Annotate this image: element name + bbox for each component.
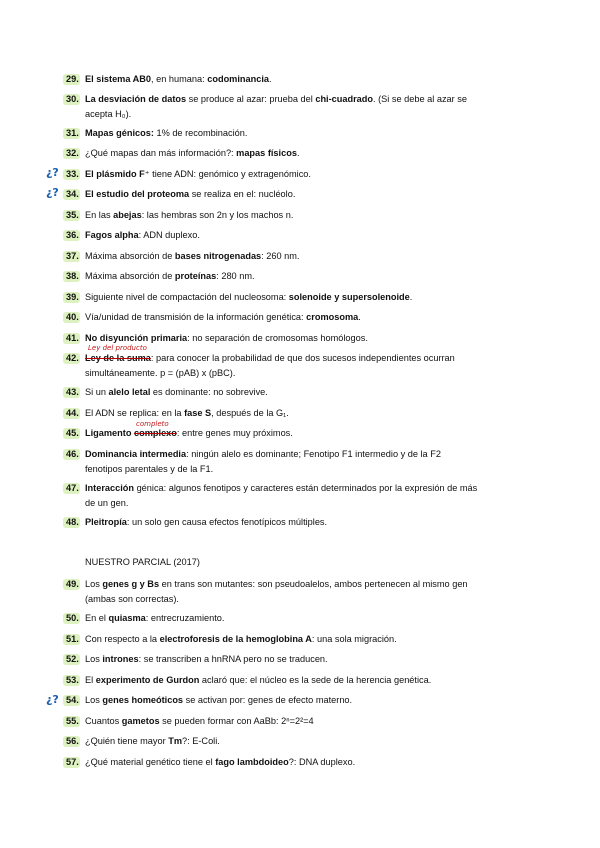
question-item: [66, 447, 526, 477]
question-text-continuation: acepta H₀).: [85, 109, 132, 119]
question-number: 53.: [66, 673, 85, 688]
question-item: [66, 351, 526, 381]
annotation-completo: completo: [136, 420, 169, 428]
question-text: Vía/unidad de transmisión de la información genética: cromosoma.: [85, 312, 361, 322]
question-text: Siguiente nivel de compactación del nucleosoma: solenoide y supersolenoide.: [85, 292, 413, 302]
question-number: 36.: [66, 228, 85, 243]
question-item: [66, 72, 526, 87]
question-number: 31.: [66, 126, 85, 141]
question-number: 39.: [66, 290, 85, 305]
question-text: Mapas génicos: 1% de recombinación.: [85, 128, 248, 138]
question-item: [66, 481, 526, 511]
question-text: Los genes homeóticos se activan por: genes de efecto materno.: [85, 695, 353, 705]
question-number: 30.: [66, 92, 85, 107]
question-number: 44.: [66, 406, 85, 421]
question-number: 35.: [66, 208, 85, 223]
question-text: Pleitropía: un solo gen causa efectos fenotípicos múltiples.: [85, 517, 328, 527]
question-number: 56.: [66, 734, 85, 749]
question-item: [66, 515, 526, 530]
question-text-continuation: fenotipos parentales y de la F1.: [85, 464, 214, 474]
question-number: 52.: [66, 652, 85, 667]
question-item: [66, 92, 526, 122]
question-text: ¿Qué material genético tiene el fago lambdoideo?: DNA duplexo.: [85, 757, 356, 767]
question-number: 34.: [66, 187, 85, 202]
question-text: El ADN se replica: en la fase S, después de la G₁.: [85, 408, 289, 418]
question-number: 32.: [66, 146, 85, 161]
question-text: El estudio del proteoma se realiza en el: nucléolo.: [85, 189, 296, 199]
question-item: [66, 693, 526, 708]
question-number: 57.: [66, 755, 85, 770]
question-item: [66, 126, 526, 141]
question-text: Ley de la suma: para conocer la probabilidad de que dos sucesos independientes ocurran: [85, 353, 455, 363]
question-item: [66, 208, 526, 223]
question-number: 40.: [66, 310, 85, 325]
question-number: 33.: [66, 167, 85, 182]
question-number: 47.: [66, 481, 85, 496]
question-text: Interacción génica: algunos fenotipos y caracteres están determinados por la expresión de más: [85, 483, 478, 493]
question-item: [66, 673, 526, 688]
question-text: En el quiasma: entrecruzamiento.: [85, 613, 225, 623]
question-text: Dominancia intermedia: ningún alelo es dominante; Fenotipo F1 intermedio y de la F2: [85, 449, 441, 459]
question-item: [66, 249, 526, 264]
question-text: No disyunción primaria: no separación de cromosomas homólogos.: [85, 333, 368, 343]
question-number: 38.: [66, 269, 85, 284]
question-item: [66, 310, 526, 325]
question-item: [66, 755, 526, 770]
question-text-continuation: de un gen.: [85, 498, 129, 508]
question-item: [66, 187, 526, 202]
question-text: Si un alelo letal es dominante: no sobrevive.: [85, 387, 268, 397]
question-number: 37.: [66, 249, 85, 264]
question-number: 42.: [66, 351, 85, 366]
question-mark-54: ¿?: [46, 693, 59, 706]
annotation-ley-del-producto: Ley del producto: [88, 344, 147, 352]
question-number: 55.: [66, 714, 85, 729]
question-item: [66, 290, 526, 305]
question-number: 48.: [66, 515, 85, 530]
question-item: [66, 611, 526, 626]
question-item: [66, 146, 526, 161]
question-text-continuation: (ambas son correctas).: [85, 594, 179, 604]
section-title: NUESTRO PARCIAL (2017): [85, 557, 200, 567]
question-item: [66, 228, 526, 243]
question-text: El sistema AB0, en humana: codominancia.: [85, 74, 272, 84]
question-text: ¿Qué mapas dan más información?: mapas físicos.: [85, 148, 300, 158]
question-item: [66, 167, 526, 182]
question-number: 49.: [66, 577, 85, 592]
question-mark-34: ¿?: [46, 186, 59, 199]
question-item: [66, 426, 526, 441]
question-text: El plásmido F⁺ tiene ADN: genómico y extragenómico.: [85, 169, 311, 179]
question-number: 50.: [66, 611, 85, 626]
question-number: 54.: [66, 693, 85, 708]
question-number: 45.: [66, 426, 85, 441]
question-item: [66, 269, 526, 284]
question-item: [66, 714, 526, 729]
question-mark-33: ¿?: [46, 166, 59, 179]
question-item: [66, 632, 526, 647]
question-number: 46.: [66, 447, 85, 462]
question-number: 51.: [66, 632, 85, 647]
question-text: Ligamento complexo: entre genes muy próximos.: [85, 428, 293, 438]
question-item: [66, 577, 526, 607]
question-text: Máxima absorción de bases nitrogenadas: 260 nm.: [85, 251, 300, 261]
question-text: Los genes g y Bs en trans son mutantes: son pseudoalelos, ambos pertenecen al mismo gen: [85, 579, 468, 589]
question-text: ¿Quién tiene mayor Tm?: E-Coli.: [85, 736, 220, 746]
question-item: [66, 385, 526, 400]
question-text: El experimento de Gurdon aclaró que: el núcleo es la sede de la herencia genética.: [85, 675, 432, 685]
question-item: [66, 734, 526, 749]
question-text: Los intrones: se transcriben a hnRNA pero no se traducen.: [85, 654, 328, 664]
question-text: Cuantos gametos se pueden formar con AaBb: 2ⁿ=2²=4: [85, 716, 314, 726]
question-text: Con respecto a la electroforesis de la hemoglobina A: una sola migración.: [85, 634, 397, 644]
question-number: 41.: [66, 331, 85, 346]
question-item: [66, 406, 526, 421]
question-text: La desviación de datos se produce al azar: prueba del chi-cuadrado. (Si se debe al azar se: [85, 94, 467, 104]
question-item: [66, 652, 526, 667]
question-number: 29.: [66, 72, 85, 87]
question-text: Fagos alpha: ADN duplexo.: [85, 230, 200, 240]
question-number: 43.: [66, 385, 85, 400]
question-text: En las abejas: las hembras son 2n y los machos n.: [85, 210, 294, 220]
question-text: Máxima absorción de proteínas: 280 nm.: [85, 271, 255, 281]
question-text-continuation: simultáneamente. p = (pAB) x (pBC).: [85, 368, 236, 378]
